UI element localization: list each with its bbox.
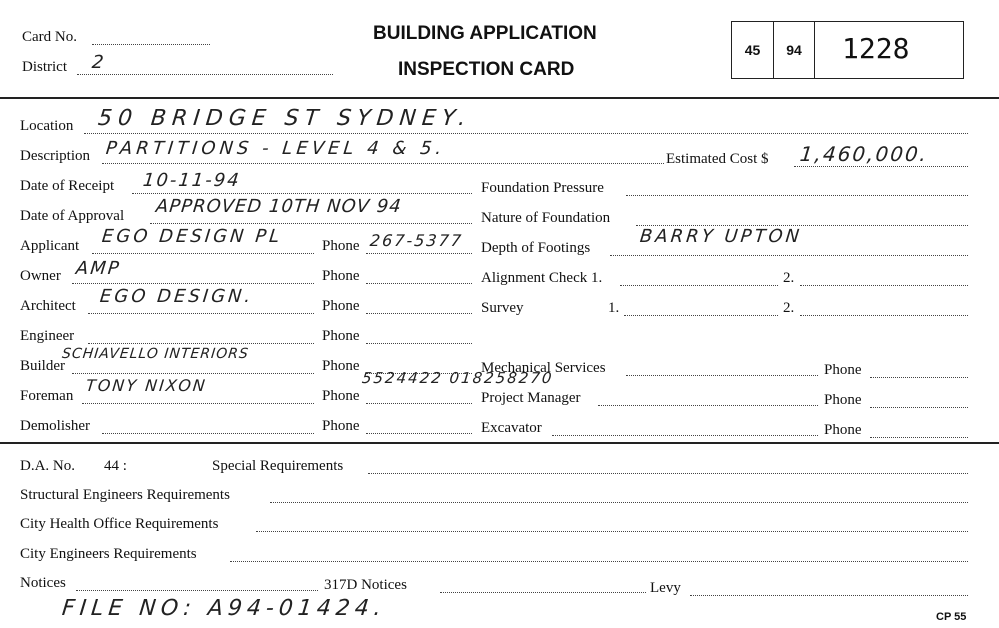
engineer-phone-line (366, 343, 472, 344)
owner-line (72, 283, 314, 284)
owner-phone-line (366, 283, 472, 284)
mechanical-services-line (626, 375, 818, 376)
engineer-phone-label: Phone (322, 328, 360, 344)
da-no-label: D.A. No. (20, 458, 75, 474)
architect-phone-line (366, 313, 472, 314)
location-line (84, 133, 968, 134)
health-requirements-label: City Health Office Requirements (20, 516, 219, 532)
engineer-line (88, 343, 314, 344)
foreman-value: TONY NIXON (85, 376, 208, 395)
nature-foundation-label: Nature of Foundation (481, 210, 611, 226)
district-value: 2 (90, 52, 107, 73)
structural-requirements-line (270, 502, 968, 503)
reference-cell-1: 45 (732, 22, 774, 78)
excavator-label: Excavator (481, 420, 542, 436)
date-receipt-line (132, 193, 472, 194)
survey-label: Survey (481, 300, 524, 316)
survey-1-label: 1. (608, 300, 620, 316)
notices-line (76, 590, 318, 591)
date-receipt-value: 10-11-94 (141, 170, 242, 191)
depth-footings-label: Depth of Footings (481, 240, 591, 256)
date-approval-value: APPROVED 10TH NOV 94 (154, 196, 403, 217)
mechanical-phone-label: Phone (824, 362, 862, 378)
foreman-phone-label: Phone (322, 388, 360, 404)
project-manager-phone-label: Phone (824, 392, 862, 408)
city-engineers-requirements-line (230, 561, 968, 562)
project-manager-line (598, 405, 818, 406)
applicant-label: Applicant (20, 238, 80, 254)
architect-value: EGO DESIGN. (98, 286, 255, 307)
engineer-label: Engineer (20, 328, 75, 344)
project-manager-phone-line (870, 407, 968, 408)
reference-box (731, 21, 964, 79)
applicant-value: EGO DESIGN PL (100, 226, 284, 247)
location-value: 50 BRIDGE ST SYDNEY. (96, 106, 473, 131)
owner-phone-label: Phone (322, 268, 360, 284)
demolisher-phone-line (366, 433, 472, 434)
special-requirements-line (368, 473, 968, 474)
title-line1: BUILDING APPLICATION (373, 23, 597, 44)
foreman-line (82, 403, 314, 404)
card-no-label: Card No. (22, 29, 77, 45)
mechanical-phone-line (870, 377, 968, 378)
levy-line (690, 595, 968, 596)
estimated-cost-line (794, 166, 968, 167)
special-requirements-label: Special Requirements (212, 458, 344, 474)
owner-value: AMP (74, 258, 122, 279)
foreman-phone-line (366, 403, 472, 404)
builder-value: SCHIAVELLO INTERIORS (61, 346, 250, 362)
notices-317d-label: 317D Notices (324, 577, 407, 593)
project-manager-label: Project Manager (481, 390, 581, 406)
file-number: FILE NO: A94-01424. (60, 596, 388, 621)
architect-phone-label: Phone (322, 298, 360, 314)
foundation-pressure-label: Foundation Pressure (481, 180, 604, 196)
alignment-check-line-2 (800, 285, 968, 286)
depth-footings-value: BARRY UPTON (638, 226, 804, 247)
demolisher-label: Demolisher (20, 418, 90, 434)
district-line (77, 74, 333, 75)
applicant-phone-value: 267-5377 (369, 231, 465, 250)
builder-phone-label: Phone (322, 358, 360, 374)
notices-label: Notices (20, 575, 66, 591)
survey-line-1 (624, 315, 778, 316)
description-value: PARTITIONS - LEVEL 4 & 5. (104, 138, 447, 159)
location-label: Location (20, 118, 74, 134)
structural-requirements-label: Structural Engineers Requirements (20, 487, 230, 503)
health-requirements-line (256, 531, 968, 532)
district-label: District (22, 59, 67, 75)
notices-317d-line (440, 592, 646, 593)
date-approval-label: Date of Approval (20, 208, 125, 224)
demolisher-line (102, 433, 314, 434)
requirements-rule (0, 442, 999, 444)
applicant-line (92, 253, 314, 254)
foreman-phones-value: 5524422 018258270 (361, 369, 555, 387)
mechanical-services-label: Mechanical Services (481, 360, 606, 376)
levy-label: Levy (650, 580, 681, 596)
alignment-check-label: Alignment Check 1. (481, 270, 603, 286)
owner-label: Owner (20, 268, 61, 284)
description-label: Description (20, 148, 90, 164)
date-receipt-label: Date of Receipt (20, 178, 115, 194)
reference-number: 1228 (842, 32, 910, 65)
survey-line-2 (800, 315, 968, 316)
city-engineers-requirements-label: City Engineers Requirements (20, 546, 197, 562)
applicant-phone-line (366, 253, 472, 254)
foundation-pressure-line (626, 195, 968, 196)
builder-line (72, 373, 314, 374)
estimated-cost-label: Estimated Cost $ (666, 151, 769, 167)
date-approval-line (150, 223, 472, 224)
da-no-value: 44 : (104, 458, 127, 474)
foreman-label: Foreman (20, 388, 74, 404)
architect-line (88, 313, 314, 314)
excavator-phone-label: Phone (824, 422, 862, 438)
description-line (102, 163, 664, 164)
survey-2-label: 2. (783, 300, 795, 316)
reference-cell-2: 94 (774, 22, 815, 78)
card-no-line (92, 44, 210, 45)
alignment-check-line-1 (620, 285, 778, 286)
applicant-phone-label: Phone (322, 238, 360, 254)
form-code: CP 55 (936, 611, 967, 623)
depth-footings-line (610, 255, 968, 256)
architect-label: Architect (20, 298, 76, 314)
alignment-check-2-label: 2. (783, 270, 795, 286)
excavator-line (552, 435, 818, 436)
header-rule (0, 97, 999, 99)
estimated-cost-value: 1,460,000. (798, 142, 930, 166)
title-line2: INSPECTION CARD (398, 59, 575, 80)
demolisher-phone-label: Phone (322, 418, 360, 434)
excavator-phone-line (870, 437, 968, 438)
builder-label: Builder (20, 358, 65, 374)
